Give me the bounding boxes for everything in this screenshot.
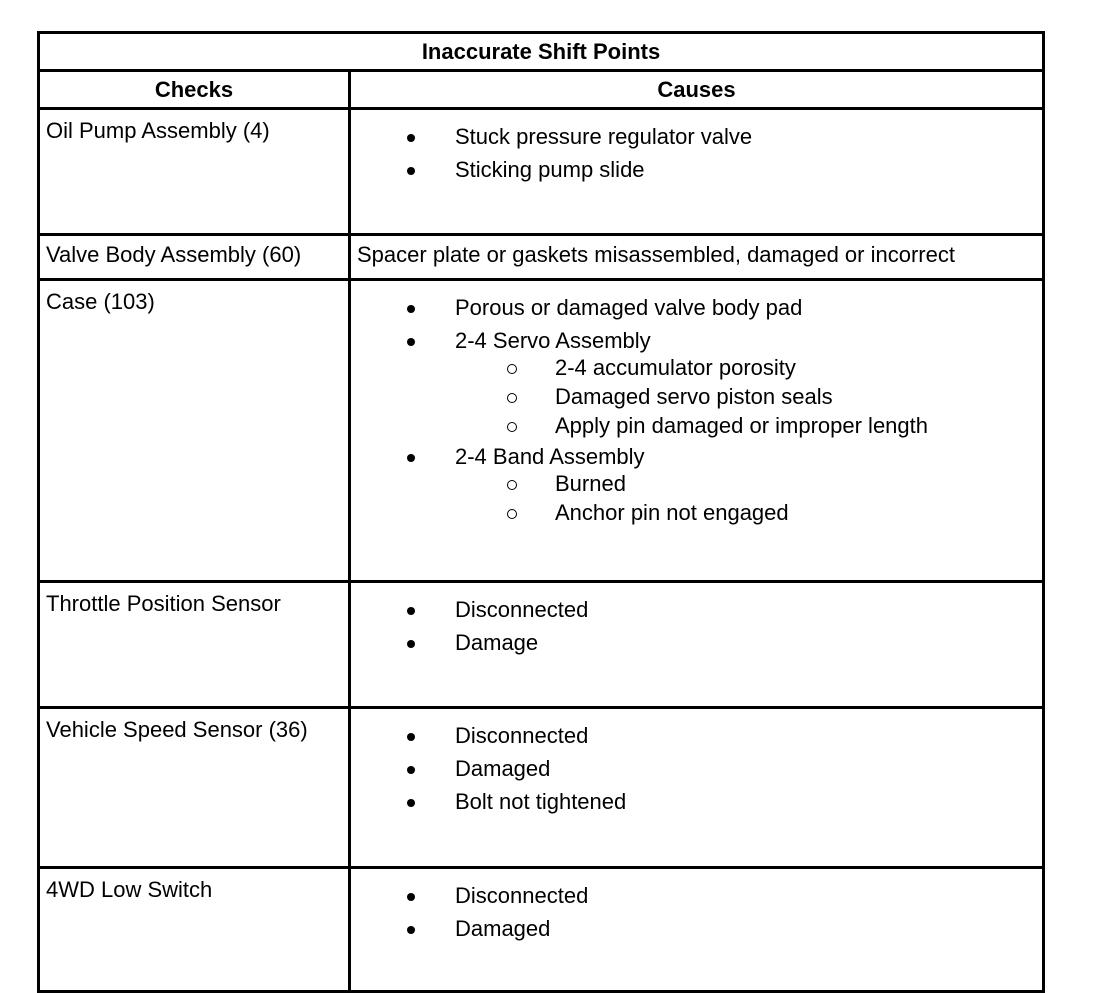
cause-item (351, 912, 1042, 945)
table-row (39, 582, 1044, 708)
sub-cause-text: Damaged servo piston seals (555, 384, 833, 409)
causes-cell (350, 582, 1044, 708)
causes-cell (350, 280, 1044, 582)
bullet-icon (407, 338, 415, 346)
sub-cause-text: 2-4 accumulator porosity (555, 355, 796, 380)
causes-cell (350, 109, 1044, 235)
table-row (39, 280, 1044, 582)
sub-cause-list (455, 469, 1042, 527)
causes-cell: Spacer plate or gaskets misassembled, damaged or incorrect (350, 235, 1044, 280)
cause-text: Damage (455, 630, 539, 655)
table-row (39, 708, 1044, 868)
cause-text: 2-4 Servo Assembly (455, 328, 651, 353)
bullet-icon (407, 134, 415, 142)
cause-item (351, 785, 1042, 818)
cause-item (351, 719, 1042, 752)
sub-cause-item (455, 498, 1042, 527)
cause-list (351, 719, 1042, 818)
cause-item (351, 153, 1042, 186)
bullet-icon (407, 640, 415, 648)
checks-header: Checks (39, 71, 350, 109)
check-cell: Valve Body Assembly (60) (39, 235, 350, 280)
bullet-icon (407, 607, 415, 615)
bullet-icon (407, 766, 415, 774)
sub-cause-item (455, 469, 1042, 498)
cause-item (351, 324, 1042, 440)
hollow-bullet-icon (507, 393, 517, 403)
check-cell: Vehicle Speed Sensor (36) (39, 708, 350, 868)
diagnostic-table (37, 31, 1045, 993)
sub-cause-text: Anchor pin not engaged (555, 500, 789, 525)
sub-cause-item (455, 411, 1042, 440)
check-cell: Throttle Position Sensor (39, 582, 350, 708)
cause-item (351, 752, 1042, 785)
causes-cell (350, 708, 1044, 868)
cause-text: Porous or damaged valve body pad (455, 295, 803, 320)
check-cell: Case (103) (39, 280, 350, 582)
cause-text: Disconnected (455, 883, 589, 908)
sub-cause-text: Apply pin damaged or improper length (555, 413, 929, 438)
bullet-icon (407, 799, 415, 807)
table-row (39, 868, 1044, 992)
cause-text: Disconnected (455, 597, 589, 622)
cause-text: Disconnected (455, 723, 589, 748)
hollow-bullet-icon (507, 422, 517, 432)
cause-text: Bolt not tightened (455, 789, 627, 814)
header-row (39, 71, 1044, 109)
bullet-icon (407, 893, 415, 901)
table-title: Inaccurate Shift Points (39, 33, 1044, 71)
cause-item (351, 879, 1042, 912)
bullet-icon (407, 733, 415, 741)
cause-text: Damaged (455, 756, 551, 781)
check-cell: 4WD Low Switch (39, 868, 350, 992)
cause-item (351, 120, 1042, 153)
table-row (39, 235, 1044, 280)
title-row (39, 33, 1044, 71)
sub-cause-item (455, 382, 1042, 411)
cause-text: Stuck pressure regulator valve (455, 124, 753, 149)
sub-cause-item (455, 353, 1042, 382)
cause-text: 2-4 Band Assembly (455, 444, 645, 469)
check-cell: Oil Pump Assembly (4) (39, 109, 350, 235)
cause-text: Damaged (455, 916, 551, 941)
bullet-icon (407, 167, 415, 175)
hollow-bullet-icon (507, 509, 517, 519)
hollow-bullet-icon (507, 480, 517, 490)
hollow-bullet-icon (507, 364, 517, 374)
sub-cause-text: Burned (555, 471, 626, 496)
causes-header: Causes (350, 71, 1044, 109)
cause-item (351, 626, 1042, 659)
bullet-icon (407, 305, 415, 313)
bullet-icon (407, 454, 415, 462)
causes-cell (350, 868, 1044, 992)
bullet-icon (407, 926, 415, 934)
table-row (39, 109, 1044, 235)
sub-cause-list (455, 353, 1042, 440)
cause-item (351, 440, 1042, 527)
cause-text: Sticking pump slide (455, 157, 645, 182)
cause-list (351, 291, 1042, 527)
cause-item (351, 291, 1042, 324)
cause-list (351, 120, 1042, 186)
cause-list (351, 593, 1042, 659)
cause-item (351, 593, 1042, 626)
cause-list (351, 879, 1042, 945)
